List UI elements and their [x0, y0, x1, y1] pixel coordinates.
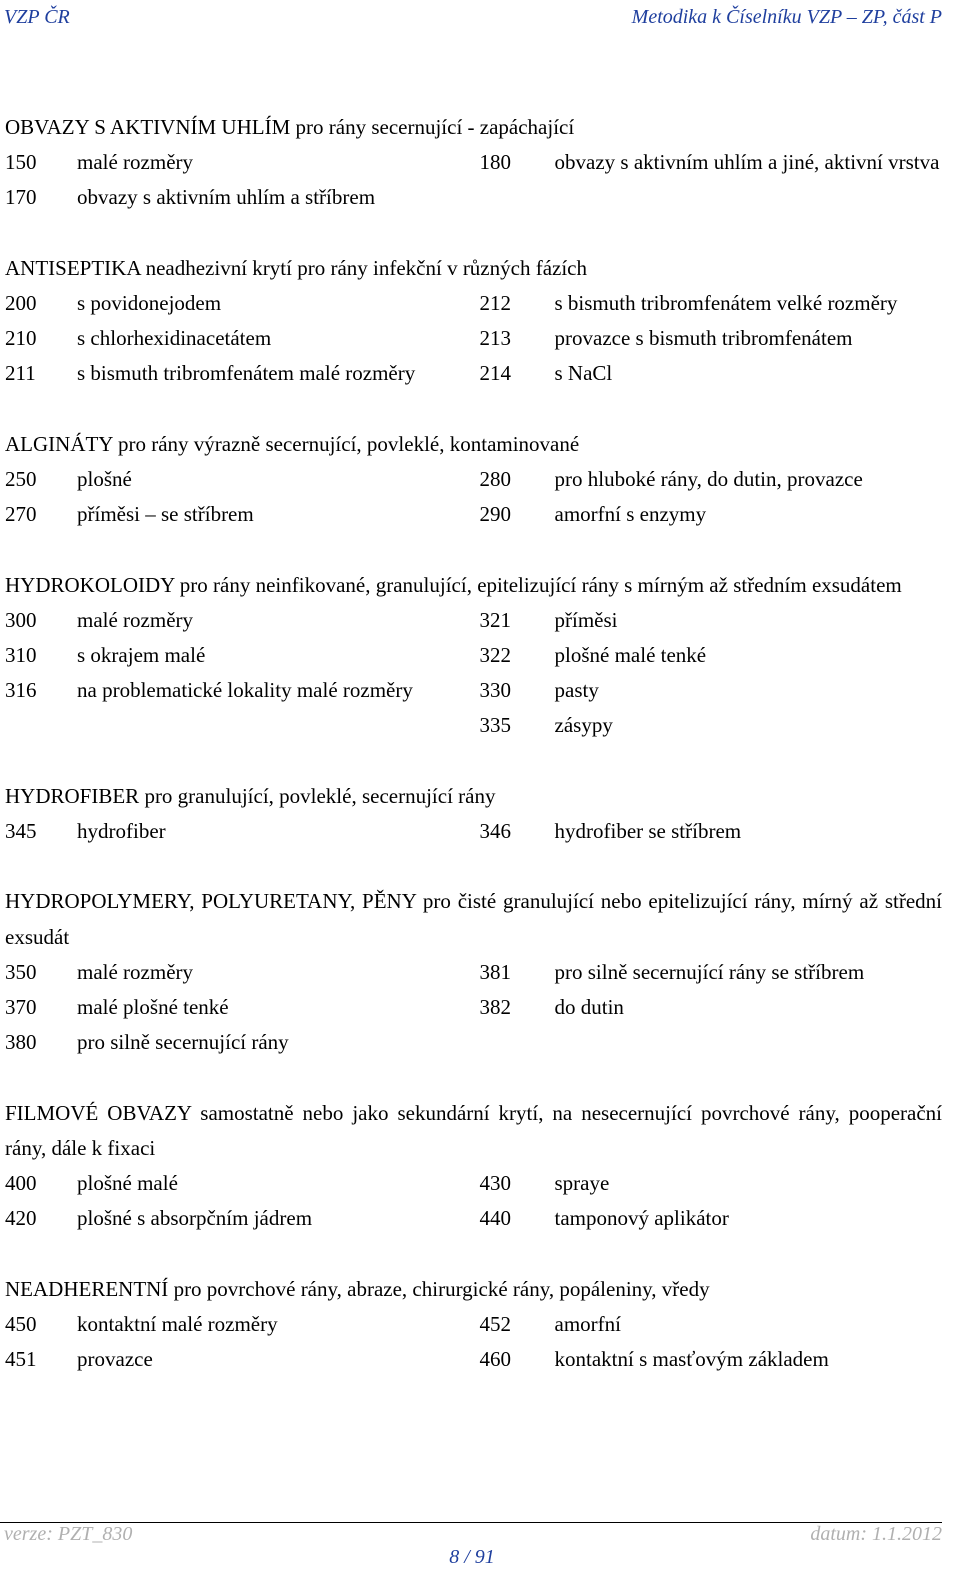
code-number: 335	[479, 713, 511, 738]
code-column-left	[5, 462, 480, 532]
code-description: provazce s bismuth tribromfenátem	[554, 326, 853, 351]
code-number: 214	[479, 361, 511, 386]
code-entry	[480, 955, 943, 990]
code-column-right	[480, 603, 943, 744]
code-entry	[480, 462, 943, 497]
code-columns	[5, 955, 942, 1061]
category-section	[5, 1272, 942, 1378]
code-entry	[480, 990, 943, 1025]
code-entry	[480, 286, 943, 321]
code-description: tamponový aplikátor	[554, 1206, 729, 1231]
category-description: pro rány výrazně secernující, povleklé, kontaminované	[112, 431, 580, 456]
code-description: hydrofiber	[77, 819, 166, 843]
code-entry	[5, 955, 468, 990]
category-section	[5, 1096, 948, 1237]
category-title: ANTISEPTIKA	[5, 255, 141, 280]
code-description: s chlorhexidinacetátem	[77, 326, 272, 351]
code-column-left	[5, 955, 480, 1061]
code-entry	[5, 1307, 468, 1342]
code-columns	[5, 1166, 942, 1236]
code-description: pro silně secernující rány se stříbrem	[554, 959, 865, 984]
code-column-right	[480, 955, 943, 1061]
code-number: 330	[479, 678, 511, 703]
code-number: 210	[5, 326, 37, 351]
code-columns	[5, 145, 942, 215]
code-entry	[5, 356, 468, 391]
code-entry	[480, 1166, 943, 1201]
code-entry	[5, 180, 468, 215]
code-number: 150	[5, 150, 37, 175]
code-description: provazce	[77, 1347, 153, 1371]
code-number: 300	[5, 607, 37, 632]
code-column-left	[5, 286, 480, 392]
category-heading	[5, 251, 942, 286]
page-number: 8 / 91	[449, 1546, 495, 1568]
code-entry	[5, 497, 468, 532]
code-columns	[5, 814, 942, 849]
code-number: 290	[479, 502, 511, 527]
category-heading	[5, 779, 942, 814]
code-number: 450	[5, 1311, 37, 1336]
footer-version: verze: PZT_830	[4, 1523, 133, 1545]
code-number: 212	[479, 291, 511, 315]
code-number: 211	[5, 361, 36, 386]
code-entry	[5, 673, 468, 708]
code-description: plošné	[77, 467, 132, 491]
category-section	[5, 251, 942, 392]
code-number: 420	[5, 1206, 37, 1231]
code-number: 321	[479, 607, 511, 632]
category-title: ALGINÁTY	[5, 431, 113, 456]
code-description: plošné s absorpčním jádrem	[77, 1206, 313, 1231]
category-description: pro povrchové rány, abraze, chirurgické rány, popáleniny, vředy	[168, 1276, 710, 1301]
code-entry	[480, 1201, 943, 1236]
category-description: pro granulující, povleklé, secernující rány	[139, 783, 496, 808]
code-number: 322	[479, 643, 511, 667]
code-entry	[480, 356, 943, 391]
code-number: 451	[5, 1347, 37, 1371]
code-number: 213	[479, 326, 511, 351]
category-heading	[5, 110, 942, 145]
category-description: pro čisté granulující nebo epitelizující rány, mírný až střední exsudát	[5, 889, 948, 949]
category-heading	[5, 1272, 942, 1307]
code-entry	[5, 814, 468, 849]
code-number: 452	[479, 1311, 511, 1336]
code-description: pro silně secernující rány	[77, 1030, 289, 1055]
code-entry	[5, 1166, 468, 1201]
code-description: s okrajem malé	[77, 643, 206, 667]
code-description: malé plošné tenké	[77, 995, 229, 1019]
code-number: 350	[5, 959, 37, 984]
code-column-right	[480, 286, 943, 392]
code-columns	[5, 1307, 942, 1377]
code-number: 316	[5, 678, 37, 703]
code-columns	[5, 603, 942, 744]
code-description: do dutin	[554, 995, 624, 1019]
header-left-title: VZP ČR	[4, 6, 70, 28]
code-entry	[5, 286, 468, 321]
code-number: 200	[5, 291, 37, 315]
code-number: 430	[479, 1171, 511, 1195]
code-description: amorfní	[554, 1311, 621, 1336]
category-title: FILMOVÉ OBVAZY	[5, 1100, 192, 1125]
code-entry	[480, 321, 943, 356]
code-number: 170	[5, 185, 37, 210]
code-description: pro hluboké rány, do dutin, provazce	[554, 467, 863, 491]
code-entry	[480, 497, 943, 532]
code-column-left	[5, 1307, 480, 1377]
code-entry	[5, 603, 468, 638]
category-section	[5, 779, 942, 849]
document-body	[5, 110, 948, 1412]
code-number: 250	[5, 467, 37, 491]
code-number: 380	[5, 1030, 37, 1055]
code-description: kontaktní s masťovým základem	[554, 1347, 829, 1371]
category-description: pro rány neinfikované, granulující, epitelizující rány s mírným až středním exsudátem	[174, 572, 902, 597]
code-column-right	[480, 1307, 943, 1377]
category-title: HYDROPOLYMERY, POLYURETANY, PĚNY	[5, 889, 417, 914]
code-description: kontaktní malé rozměry	[77, 1311, 278, 1336]
code-columns	[5, 462, 942, 532]
category-heading	[5, 568, 942, 603]
code-entry	[5, 1201, 468, 1236]
category-title: NEADHERENTNÍ	[5, 1276, 169, 1301]
code-entry	[5, 990, 468, 1025]
code-description: plošné malé	[77, 1171, 178, 1195]
code-column-left	[5, 1166, 480, 1236]
code-number: 346	[479, 819, 511, 843]
category-heading	[5, 884, 948, 954]
footer-divider	[0, 1522, 942, 1523]
code-description: na problematické lokality malé rozměry	[77, 678, 413, 703]
code-description: příměsi – se stříbrem	[77, 502, 254, 527]
code-description: s NaCl	[554, 361, 613, 386]
category-title: HYDROKOLOIDY	[5, 572, 175, 597]
code-column-right	[480, 145, 943, 215]
code-column-left	[5, 145, 480, 215]
code-description: malé rozměry	[77, 607, 194, 632]
code-entry	[480, 814, 943, 849]
code-number: 400	[5, 1171, 37, 1195]
code-entry	[5, 462, 468, 497]
code-entry	[480, 603, 943, 638]
code-description: malé rozměry	[77, 150, 194, 175]
code-entry	[5, 638, 468, 673]
category-heading	[5, 1096, 948, 1166]
code-entry	[480, 708, 943, 743]
code-number: 382	[479, 995, 511, 1019]
category-section	[5, 884, 948, 1060]
code-description: obvazy s aktivním uhlím a stříbrem	[77, 185, 376, 210]
category-section	[5, 568, 942, 744]
code-number: 440	[479, 1206, 511, 1231]
code-number: 381	[479, 959, 511, 984]
footer-date: datum: 1.1.2012	[810, 1523, 942, 1545]
code-entry	[5, 1025, 468, 1060]
category-title: HYDROFIBER	[5, 783, 140, 808]
code-description: amorfní s enzymy	[554, 502, 707, 527]
code-column-left	[5, 603, 480, 744]
code-description: hydrofiber se stříbrem	[554, 819, 742, 843]
category-section	[5, 427, 942, 533]
code-number: 370	[5, 995, 37, 1019]
code-entry	[480, 638, 943, 673]
header-right-title: Metodika k Číselníku VZP – ZP, část P	[631, 6, 942, 28]
code-column-left	[5, 814, 480, 849]
category-heading	[5, 427, 942, 462]
code-number: 270	[5, 502, 37, 527]
code-entry	[5, 1342, 468, 1377]
code-description: pasty	[554, 678, 599, 703]
code-column-right	[480, 1166, 943, 1236]
code-number: 460	[479, 1347, 511, 1371]
code-description: příměsi	[554, 607, 618, 632]
code-number: 280	[479, 467, 511, 491]
code-entry	[480, 1307, 943, 1342]
code-description: s bismuth tribromfenátem velké rozměry	[554, 291, 898, 315]
code-column-right	[480, 814, 943, 849]
category-description: samostatně nebo jako sekundární krytí, na nesecernující povrchové rány, pooperační rány, dále k fixaci	[5, 1100, 948, 1160]
code-column-right	[480, 462, 943, 532]
code-entry	[480, 1342, 943, 1377]
category-description: pro rány secernující - zapáchající	[290, 115, 575, 139]
category-title: OBVAZY S AKTIVNÍM UHLÍM	[5, 115, 291, 139]
code-description: s bismuth tribromfenátem malé rozměry	[77, 361, 416, 386]
code-description: plošné malé tenké	[554, 643, 707, 667]
code-columns	[5, 286, 942, 392]
code-entry	[5, 321, 468, 356]
code-description: obvazy s aktivním uhlím a jiné, aktivní vrstva	[554, 150, 940, 175]
category-description: neadhezivní krytí pro rány infekční v různých fázích	[140, 255, 587, 280]
code-entry	[5, 145, 468, 180]
code-entry	[480, 673, 943, 708]
code-description: s povidonejodem	[77, 291, 222, 315]
code-number: 310	[5, 643, 37, 667]
code-description: zásypy	[554, 713, 613, 738]
code-entry	[480, 145, 943, 180]
code-number: 180	[479, 150, 511, 175]
code-description: malé rozměry	[77, 959, 194, 984]
code-description: spraye	[554, 1171, 610, 1195]
code-number: 345	[5, 819, 37, 843]
category-section	[5, 110, 942, 216]
